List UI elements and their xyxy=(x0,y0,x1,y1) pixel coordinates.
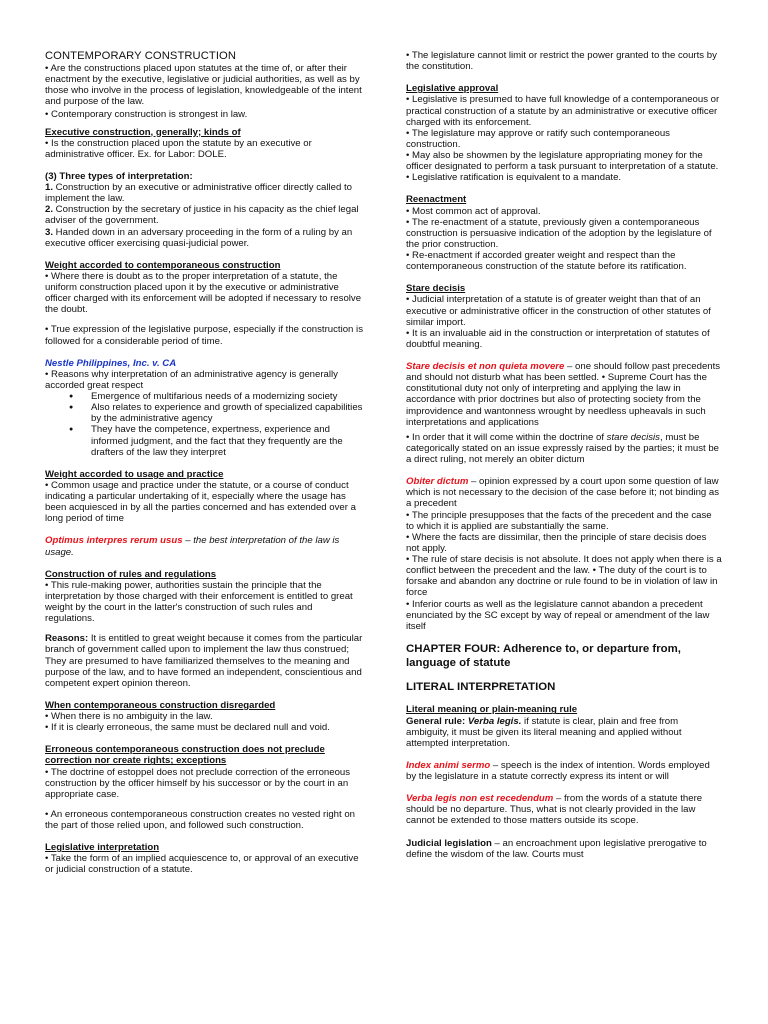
section-title: Construction of rules and regulations xyxy=(45,568,217,580)
section-title: (3) Three types of interpretation: xyxy=(45,170,193,182)
paragraph: • Re-enactment if accorded greater weight and respect than the contemporaneous construction of the statute before its ratification. xyxy=(406,250,687,273)
title-part: nor create rights; exceptions xyxy=(91,755,227,767)
latin-term: Verba legis. xyxy=(465,715,522,727)
left-column xyxy=(45,50,363,887)
paragraph: • Legislative is presumed to have full knowledge of a contemporaneous or practical construction of a statute by an administrative or executive officer charged with its enforcement. xyxy=(406,94,720,128)
section-three-types xyxy=(45,171,363,249)
section-legislative-interpretation xyxy=(45,842,363,875)
text: if statute is clear, plain and free from ambiguity, it must be given its literal meaning and applied without attempted interpretation. xyxy=(406,715,682,749)
paragraph: • Are the constructions placed upon statutes at the time of, or after their enactment by the executive, legislative or judicial authorities, as well as by those who involve in the process of legislation, knowledgeable of the intent and purpose of the law. xyxy=(45,62,362,108)
paragraph: • Reasons why interpretation of an administrative agency is generally accorded great respect xyxy=(45,368,338,391)
item-number: 1. xyxy=(45,182,54,194)
section-disregarded xyxy=(45,700,363,733)
section-title: CONTEMPORARY CONSTRUCTION xyxy=(45,50,237,62)
definition: – speech is the index of intention. Words employed by the legislature in a statute correctly express its intent or will xyxy=(406,759,710,783)
item-text: Handed down in an adversary proceeding in the form of a ruling by an executive officer exercising quasi-judicial power. xyxy=(45,226,353,249)
paragraph: • This rule-making power, authorities sustain the principle that the interpretation by those charged with their enforcement is entitled to great weight by the court in the latter's construction of such rules and regulations. xyxy=(45,579,353,625)
paragraph: • It is an invaluable aid in the construction or interpretation of statutes of doubtful meaning. xyxy=(406,327,710,350)
latin-term: Index animi sermo xyxy=(406,759,491,771)
list-item xyxy=(45,204,363,226)
paragraph: • Most common act of approval. xyxy=(406,205,541,217)
section-title: Weight accorded to usage and practice xyxy=(45,468,224,480)
latin-term: Stare decisis et non quieta movere xyxy=(406,361,565,372)
paragraph: • When there is no ambiguity in the law. xyxy=(45,711,213,723)
item-number: 2. xyxy=(45,204,54,216)
list-item: ● Also relates to experience and growth of specialized capabilities by the administrative agency xyxy=(91,402,363,424)
text: , must be categorically stated on an issue expressly raised by the parties; it must be a direct ruling, not merely an obiter dictum xyxy=(406,431,720,465)
label: Judicial legislation xyxy=(406,837,492,849)
paragraph xyxy=(406,361,722,428)
text: • In order that it will come within the doctrine of xyxy=(406,431,607,443)
section-title: Weight accorded to contemporaneous construction xyxy=(45,259,281,271)
paragraph xyxy=(406,760,722,782)
bullet-list xyxy=(45,391,363,458)
section-title: Legislative interpretation xyxy=(45,842,160,854)
list-item xyxy=(45,227,363,249)
paragraph xyxy=(406,793,722,826)
section-index-animi xyxy=(406,760,722,782)
section-obiter xyxy=(406,476,722,632)
definition: – one should follow past precedents and should not disturb what has been settled. • Supreme Court has the constitutional duty not only of interpreting and applying the law in accordance with prior doctrines but also of protecting society from the improvidence and wantonness wrought by needless upheavals in such interpretations and applications xyxy=(406,361,721,428)
section-intro xyxy=(406,50,722,72)
paragraph xyxy=(45,633,363,689)
section-title: LITERAL INTERPRETATION xyxy=(406,681,556,694)
text: It is entitled to great weight because it comes from the particular branch of government called upon to implement the law thus construed; They are presumed to have familiarized themselves to the meaning and purpose of the law, and to have formed an independent, conscientious and competent expert opinion thereon. xyxy=(45,633,363,689)
latin-term: Optimus interpres rerum usus xyxy=(45,535,183,547)
section-verba-legis xyxy=(406,793,722,826)
paragraph: • Inferior courts as well as the legislature cannot abandon a precedent enunciated by the SC except by way of repeal or amendment of the law itself xyxy=(406,598,710,632)
paragraph: • Where there is doubt as to the proper interpretation of a statute, the uniform construction placed upon it by the executive or administrative officer charged with its enforcement will be adopted if necessary to resolve the doubt. xyxy=(45,270,362,316)
latin-term: Verba legis non est recedendum xyxy=(406,793,554,805)
list-item: ● Emergence of multifarious needs of a modernizing society xyxy=(91,391,363,402)
paragraph: • Contemporary construction is strongest in law. xyxy=(45,109,248,121)
section-executive xyxy=(45,127,363,160)
item-number: 3. xyxy=(45,226,54,238)
section-optimus xyxy=(45,535,363,557)
section-title: Executive construction, generally; kinds of xyxy=(45,126,241,138)
paragraph xyxy=(406,476,722,509)
paragraph: • The legislature cannot limit or restrict the power granted to the courts by the constitution. xyxy=(406,50,717,73)
section-stare-quieta xyxy=(406,361,722,465)
list-item xyxy=(45,182,363,204)
title-part: Erroneous contemporaneous construction does not preclude correction xyxy=(45,744,325,767)
section-reenactment xyxy=(406,194,722,272)
case-title: Nestle Philippines, Inc. v. CA xyxy=(45,357,177,369)
list-item: ● They have the competence, expertness, experience and informed judgment, and the fact that they frequently are the drafters of the law they interpret xyxy=(91,424,363,457)
section-title xyxy=(45,744,363,766)
latin-term: Obiter dictum xyxy=(406,476,469,488)
paragraph: • May also be showmen by the legislature appropriating money for the officer designated to perform a task pursuant to interpretation of a statute. xyxy=(406,150,719,173)
section-title: When contemporaneous construction disregarded xyxy=(45,699,276,711)
paragraph xyxy=(406,716,722,749)
paragraph: • Common usage and practice under the statute, or a course of conduct indicating a particular undertaking of it, especially where the usage has been acquiesced in by all the parties concerned and has extended over a long period of time xyxy=(45,479,356,525)
paragraph xyxy=(406,838,722,860)
paragraph: • The legislature may approve or ratify such contemporaneous construction. xyxy=(406,127,670,150)
definition: – an encroachment upon legislative prerogative to define the wisdom of the law. Courts must xyxy=(406,837,707,860)
text-italic: stare decisis xyxy=(606,431,660,443)
paragraph: • The rule of stare decisis is not absolute. It does not apply when there is a conflict between the precedent and the law. • The duty of the court is to forsake and abandon any doctrine or rule found to be in violation of law in force xyxy=(406,554,722,599)
label: General rule: xyxy=(406,715,466,727)
right-column xyxy=(406,50,722,871)
paragraph: • An erroneous contemporaneous construction creates no vested right on the part of those relied upon, and followed such construction. xyxy=(45,808,356,832)
section-stare-decisis xyxy=(406,283,722,350)
item-text: Construction by an executive or administrative officer directly called to implement the law. xyxy=(45,182,352,205)
section-rules xyxy=(45,569,363,689)
paragraph: • If it is clearly erroneous, the same must be declared null and void. xyxy=(45,722,330,734)
definition: – the best interpretation of the law is usage. xyxy=(45,535,340,558)
paragraph: • Judicial interpretation of a statute is of greater weight than that of an executive or administrative officer in the construction of other statutes of similar import. xyxy=(406,294,711,328)
section-erroneous xyxy=(45,744,363,831)
item-text: Construction by the secretary of justice in his capacity as the chief legal adviser of the government. xyxy=(45,204,359,227)
paragraph xyxy=(45,535,363,557)
section-title: Reenactment xyxy=(406,194,467,206)
section-nestle xyxy=(45,358,363,458)
subsection-title: Literal meaning or plain-meaning rule xyxy=(406,704,578,716)
section-usage xyxy=(45,469,363,525)
section-title: Legislative approval xyxy=(406,83,499,95)
definition: – from the words of a statute there should be no departure. Thus, what is not clearly provided in the law cannot be extended to those matters outside its scope. xyxy=(406,793,703,827)
paragraph: • The re-enactment of a statute, previously given a contemporaneous construction is persuasive indication of the adoption by the legislature of the prior construction. xyxy=(406,216,712,250)
section-chapter xyxy=(406,643,722,670)
paragraph: • The doctrine of estoppel does not preclude correction of the erroneous construction by the officer himself by his successor or by the court in an appropriate case. xyxy=(45,766,351,800)
section-literal xyxy=(406,681,722,749)
label: Reasons: xyxy=(45,633,89,645)
paragraph: • Legislative ratification is equivalent to a mandate. xyxy=(406,172,622,184)
paragraph: • Where the facts are dissimilar, then the principle of stare decisis does not apply. xyxy=(406,531,707,554)
definition: – opinion expressed by a court upon some question of law which is not necessary to the decision of the case before it; not binding as a precedent xyxy=(406,476,720,510)
paragraph: • The principle presupposes that the facts of the precedent and the case to which it is applied are substantially the same. xyxy=(406,509,712,532)
section-contemporary xyxy=(45,50,363,121)
paragraph: • Take the form of an implied acquiescence to, or approval of an executive or judicial construction of a statute. xyxy=(45,853,359,876)
chapter-title: CHAPTER FOUR: Adherence to, or departure from, language of statute xyxy=(406,642,681,669)
section-judicial-legislation xyxy=(406,838,722,860)
paragraph: • True expression of the legislative purpose, especially if the construction is followed for a considerable period of time. xyxy=(45,324,363,347)
section-weight xyxy=(45,260,363,347)
section-approval xyxy=(406,83,722,183)
paragraph: • Is the construction placed upon the statute by an executive or administrative officer. Ex. for Labor: DOLE. xyxy=(45,137,312,160)
paragraph xyxy=(406,432,722,465)
section-title: Stare decisis xyxy=(406,283,466,295)
